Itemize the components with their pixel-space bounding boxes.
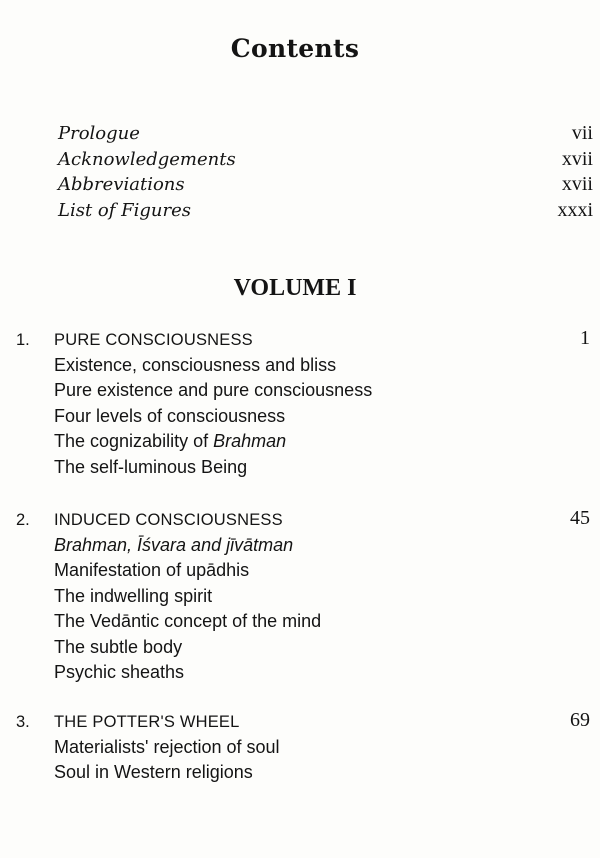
chapter-heading [0, 507, 600, 533]
front-matter-item [58, 122, 593, 148]
front-matter-page: xxxi [557, 198, 593, 221]
chapter-page: 69 [570, 709, 590, 731]
front-matter-item [58, 148, 593, 174]
section-item: Materialists' rejection of soul [54, 737, 280, 757]
chapter-number: 1. [16, 331, 30, 349]
chapter-number: 3. [16, 713, 30, 731]
front-matter-label: Acknowledgements [58, 148, 236, 170]
section-item: The cognizability of Brahman [54, 431, 287, 452]
section-item: Four levels of consciousness [54, 405, 286, 426]
front-matter-list [58, 122, 593, 224]
front-matter-page: xvii [561, 173, 593, 195]
section-item: Soul in Western religions [54, 762, 253, 783]
front-matter-page: xvii [561, 147, 593, 170]
front-matter-page: vii [571, 122, 593, 144]
section-item: Manifestation of upādhis [54, 560, 250, 581]
chapter-title: INDUCED CONSCIOUSNESS [54, 511, 283, 529]
chapter-title: THE POTTER'S WHEEL [54, 713, 240, 731]
front-matter-item [58, 173, 593, 199]
volume-heading: VOLUME I [233, 275, 357, 301]
section-item: Psychic sheaths [54, 661, 185, 682]
section-item: The self-luminous Being [54, 456, 248, 477]
chapter-page: 45 [570, 507, 590, 529]
front-matter-label: Abbreviations [58, 174, 185, 195]
section-item: Pure existence and pure consciousness [54, 380, 373, 401]
chapter-number: 2. [16, 511, 30, 529]
section-item: The Vedāntic concept of the mind [54, 611, 322, 632]
front-matter-item [58, 199, 593, 225]
front-matter-label: List of Figures [58, 199, 191, 221]
chapter-1 [0, 327, 600, 480]
chapter-heading [0, 709, 600, 735]
section-item: Brahman, Īśvara and jīvātman [54, 535, 294, 555]
chapter-page: 1 [580, 327, 590, 349]
chapter-2 [0, 507, 600, 685]
section-item: The subtle body [54, 636, 183, 657]
section-item: Existence, consciousness and bliss [54, 355, 337, 375]
front-matter-label: Prologue [58, 123, 140, 144]
chapter-title: PURE CONSCIOUSNESS [54, 331, 253, 349]
page-title: Contents [230, 34, 360, 63]
section-item: The indwelling spirit [54, 585, 213, 606]
chapter-3 [0, 709, 600, 786]
chapter-heading [0, 327, 600, 353]
